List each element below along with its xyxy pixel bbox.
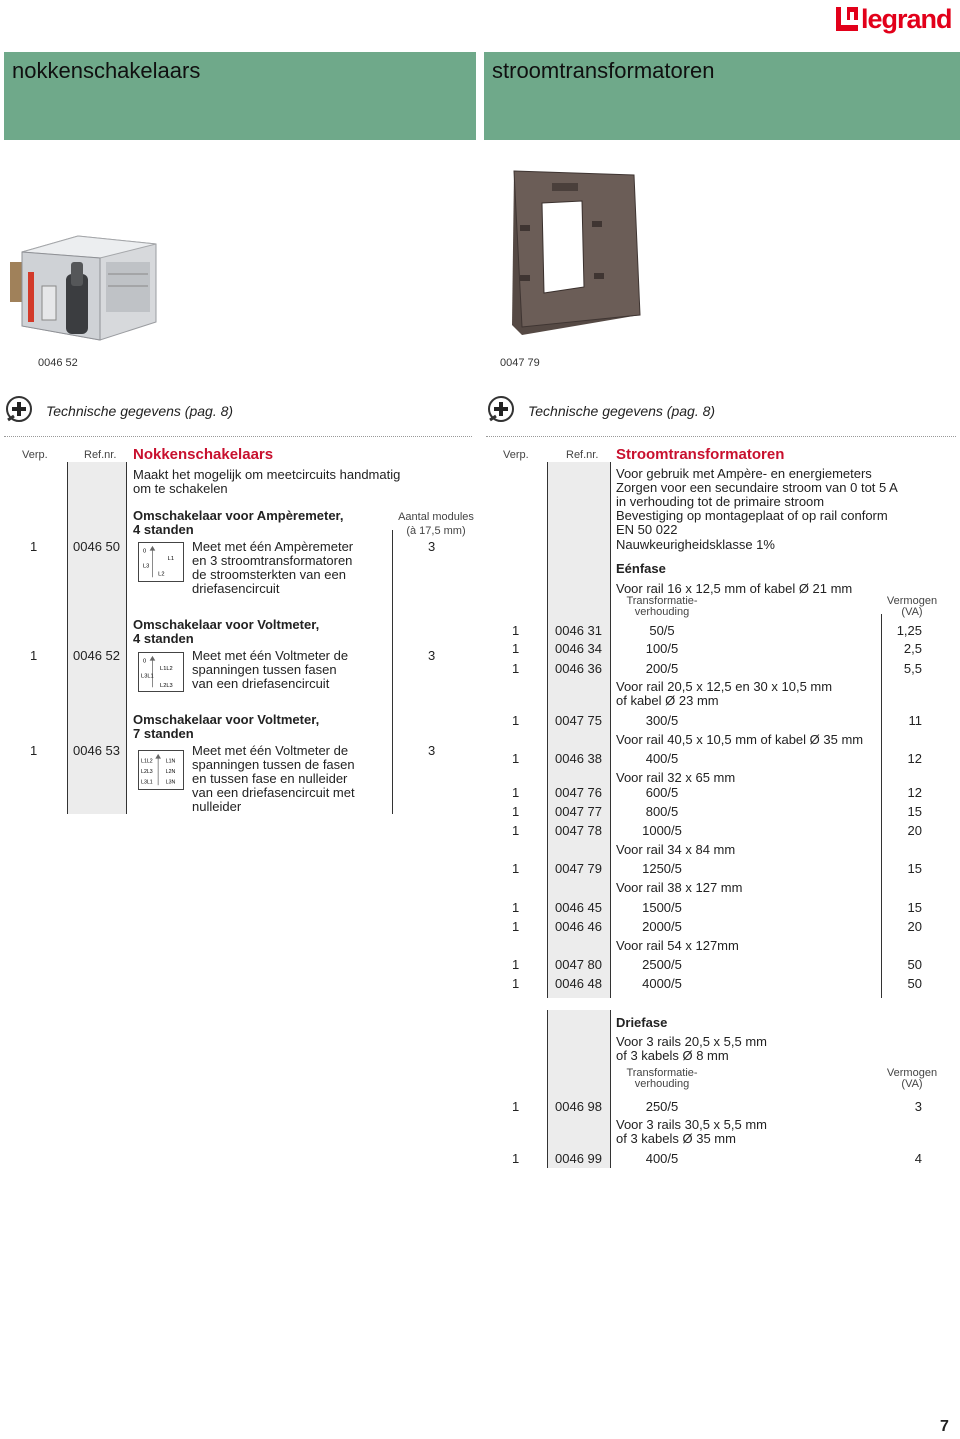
rail-note: Voor 3 rails 30,5 x 5,5 mm: [616, 1117, 768, 1132]
row-ref: 0047 78: [555, 823, 602, 838]
row-ratio: 1500/5: [642, 900, 682, 915]
logo-text: legrand: [861, 3, 952, 34]
item-ref: 0046 53: [73, 743, 120, 758]
item-heading: 4 standen: [133, 522, 194, 537]
left-col-verp: Verp.: [22, 449, 48, 461]
item-desc: Meet met één Voltmeter de: [192, 743, 349, 758]
switch-pos: L1L2: [160, 666, 173, 673]
row-ratio: 1000/5: [642, 823, 682, 838]
item-modules: 3: [428, 743, 436, 758]
switch-pos: L3: [142, 563, 150, 570]
row-ratio: 50/5: [649, 623, 675, 638]
page-number: 7: [940, 1418, 949, 1435]
magnifier-plus-icon: [4, 394, 38, 428]
col-power-header: (VA): [901, 1078, 923, 1090]
item-heading: Omschakelaar voor Voltmeter,: [133, 617, 320, 632]
row-ref: 0046 45: [555, 900, 602, 915]
item-heading: Omschakelaar voor Ampèremeter,: [133, 508, 344, 523]
row-verp: 1: [512, 623, 520, 638]
row-power: 15: [907, 900, 922, 915]
row-ref: 0046 34: [555, 641, 602, 656]
right-intro-line: Bevestiging op montageplaat of op rail conform: [616, 508, 888, 523]
row-power: 20: [907, 823, 922, 838]
row-verp: 1: [512, 861, 520, 876]
left-intro-line: Maakt het mogelijk om meetcircuits handmatig: [133, 467, 401, 482]
left-table-title: Nokkenschakelaars: [133, 446, 274, 463]
row-ratio: 1250/5: [642, 861, 682, 876]
right-col-verp: Verp.: [503, 449, 529, 461]
rail-note: Voor rail 32 x 65 mm: [616, 770, 736, 785]
row-power: 1,25: [896, 623, 922, 638]
driefase-heading: Driefase: [616, 1015, 668, 1030]
item-desc: spanningen tussen de fasen: [192, 757, 355, 772]
row-verp: 1: [512, 900, 520, 915]
row-power: 15: [907, 861, 922, 876]
row-ratio: 300/5: [645, 713, 679, 728]
col-power-header: Vermogen: [886, 595, 938, 607]
row-ref: 0047 76: [555, 785, 602, 800]
row-power: 5,5: [903, 661, 922, 676]
row-verp: 1: [512, 713, 520, 728]
left-ref-column-shade: [68, 462, 126, 814]
right-table-line: [610, 462, 611, 998]
row-ratio: 2500/5: [642, 957, 682, 972]
switch-pos: L3L1: [141, 779, 153, 786]
right-table-line: [547, 1010, 548, 1168]
item-desc: Meet met één Voltmeter de: [192, 648, 349, 663]
rail-note: Voor rail 40,5 x 10,5 mm of kabel Ø 35 mm: [616, 732, 864, 747]
item-desc: en tussen fase en nulleider: [192, 771, 348, 786]
item-verp: 1: [30, 743, 38, 758]
row-power: 2,5: [903, 641, 922, 656]
switch-pos: 0: [142, 658, 147, 665]
left-table-line: [126, 462, 127, 814]
row-ref: 0047 77: [555, 804, 602, 819]
row-power: 50: [907, 976, 922, 991]
col-ratio-header: verhouding: [634, 606, 690, 618]
row-power: 20: [907, 919, 922, 934]
row-verp: 1: [512, 976, 520, 991]
row-verp: 1: [512, 751, 520, 766]
item-desc: van een driefasencircuit: [192, 676, 330, 691]
row-ref: 0047 80: [555, 957, 602, 972]
header-left: [4, 52, 476, 140]
switch-pos: L1N: [165, 758, 176, 765]
row-verp: 1: [512, 641, 520, 656]
switch-diagram: [138, 750, 184, 790]
right-col-ref: Ref.nr.: [566, 449, 599, 461]
left-intro-line: om te schakelen: [133, 481, 228, 496]
row-ref: 0046 46: [555, 919, 602, 934]
row-ratio: 2000/5: [642, 919, 682, 934]
rail-note: of 3 kabels Ø 35 mm: [616, 1131, 736, 1146]
item-desc: spanningen tussen fasen: [192, 662, 337, 677]
col-power-header: (VA): [901, 606, 923, 618]
row-ref: 0047 79: [555, 861, 602, 876]
row-power: 11: [908, 713, 922, 728]
switch-pos: 0: [142, 548, 147, 555]
row-ratio: 100/5: [645, 641, 679, 656]
row-verp: 1: [512, 823, 520, 838]
divider-left: [4, 436, 472, 437]
header-right-title: stroomtransformatoren: [492, 58, 715, 83]
product-photo-switch: [8, 222, 168, 356]
item-ref: 0046 52: [73, 648, 120, 663]
col-ratio-header: verhouding: [634, 1078, 690, 1090]
row-verp: 1: [512, 785, 520, 800]
row-ref: 0046 31: [555, 623, 602, 638]
item-desc: de stroomsterkten van een: [192, 567, 346, 582]
switch-pos: L1L2: [141, 758, 153, 765]
switch-diagram: [138, 652, 184, 692]
eenfase-heading: Eénfase: [616, 561, 666, 576]
switch-diagram: [138, 542, 184, 582]
item-desc: en 3 stroomtransformatoren: [192, 553, 353, 568]
magnifier-plus-icon: [486, 394, 520, 428]
item-desc: driefasencircuit: [192, 581, 280, 596]
row-ref: 0046 98: [555, 1099, 602, 1114]
item-verp: 1: [30, 648, 38, 663]
switch-pos: L1: [167, 556, 174, 563]
row-ref: 0046 48: [555, 976, 602, 991]
row-power: 50: [907, 957, 922, 972]
row-ratio: 4000/5: [642, 976, 682, 991]
row-ratio: 250/5: [645, 1099, 679, 1114]
col-power-header: Vermogen: [886, 1067, 938, 1079]
item-modules: 3: [428, 648, 436, 663]
switch-pos: L2L3: [141, 768, 153, 775]
row-power: 12: [907, 751, 922, 766]
legrand-logo: [836, 4, 958, 34]
row-ratio: 600/5: [645, 785, 679, 800]
row-verp: 1: [512, 919, 520, 934]
col-ratio-header: Transformatie-: [626, 1067, 698, 1079]
row-verp: 1: [512, 661, 520, 676]
switch-pos: L2N: [165, 768, 176, 775]
row-power: 12: [907, 785, 922, 800]
row-ratio: 200/5: [645, 661, 679, 676]
driefase-ref-column-shade: [548, 1010, 610, 1168]
left-photo-caption: 0046 52: [38, 357, 78, 369]
row-verp: 1: [512, 957, 520, 972]
rail-note: Voor rail 38 x 127 mm: [616, 880, 743, 895]
row-power: 3: [914, 1099, 922, 1114]
right-table-line: [610, 1010, 611, 1168]
header-right: [484, 52, 960, 140]
product-photo-transformer: [484, 165, 654, 343]
row-ref: 0046 99: [555, 1151, 602, 1166]
legrand-logo-mark-icon: [836, 7, 858, 31]
row-verp: 1: [512, 804, 520, 819]
modules-header: Aantal modules: [398, 511, 474, 523]
right-intro-line: EN 50 022: [616, 522, 678, 537]
rail-note: of kabel Ø 23 mm: [616, 693, 719, 708]
switch-pos: L2L3: [160, 683, 173, 690]
right-photo-caption: 0047 79: [500, 357, 540, 369]
modules-header: (à 17,5 mm): [406, 525, 466, 537]
right-table-title: Stroomtransformatoren: [616, 446, 785, 463]
row-ratio: 800/5: [645, 804, 679, 819]
item-desc: van een driefasencircuit met: [192, 785, 355, 800]
tech-link-right-text: Technische gegevens (pag. 8): [528, 403, 716, 419]
switch-pos: L2: [158, 571, 165, 578]
rail-note: Voor rail 54 x 127mm: [616, 938, 739, 953]
left-table-line: [67, 462, 68, 814]
right-intro-line: Nauwkeurigheidsklasse 1%: [616, 537, 775, 552]
item-heading: Omschakelaar voor Voltmeter,: [133, 712, 320, 727]
row-ratio: 400/5: [645, 1151, 679, 1166]
row-verp: 1: [512, 1099, 520, 1114]
item-heading: 7 standen: [133, 726, 194, 741]
header-left-title: nokkenschakelaars: [12, 58, 201, 83]
tech-link-right[interactable]: [486, 394, 715, 428]
tech-link-left-text: Technische gegevens (pag. 8): [46, 403, 234, 419]
row-power: 4: [914, 1151, 922, 1166]
row-ref: 0047 75: [555, 713, 602, 728]
row-verp: 1: [512, 1151, 520, 1166]
switch-pos: L3N: [165, 779, 176, 786]
left-col-ref: Ref.nr.: [84, 449, 117, 461]
left-table-line: [392, 530, 393, 814]
right-intro-line: in verhouding tot de primaire stroom: [616, 494, 825, 509]
row-ratio: 400/5: [645, 751, 679, 766]
row-power: 15: [907, 804, 922, 819]
item-modules: 3: [428, 539, 436, 554]
rail-note: Voor rail 34 x 84 mm: [616, 842, 736, 857]
rail-note: Voor rail 20,5 x 12,5 en 30 x 10,5 mm: [616, 679, 833, 694]
divider-right: [486, 436, 956, 437]
switch-pos: L3L1: [141, 673, 154, 680]
right-table-line: [547, 462, 548, 998]
rail-note: Voor rail 16 x 12,5 mm of kabel Ø 21 mm: [616, 581, 853, 596]
row-ref: 0046 36: [555, 661, 602, 676]
item-desc: Meet met één Ampèremeter: [192, 539, 354, 554]
right-ref-column-shade: [548, 462, 610, 998]
rail-note: Voor 3 rails 20,5 x 5,5 mm: [616, 1034, 768, 1049]
right-intro-line: Voor gebruik met Ampère- en energiemeters: [616, 466, 872, 481]
tech-link-left[interactable]: [4, 394, 233, 428]
item-ref: 0046 50: [73, 539, 120, 554]
item-verp: 1: [30, 539, 38, 554]
item-heading: 4 standen: [133, 631, 194, 646]
rail-note: of 3 kabels Ø 8 mm: [616, 1048, 729, 1063]
item-desc: nulleider: [192, 799, 242, 814]
col-ratio-header: Transformatie-: [626, 595, 698, 607]
right-intro-line: Zorgen voor een secundaire stroom van 0 tot 5 A: [616, 480, 898, 495]
row-ref: 0046 38: [555, 751, 602, 766]
